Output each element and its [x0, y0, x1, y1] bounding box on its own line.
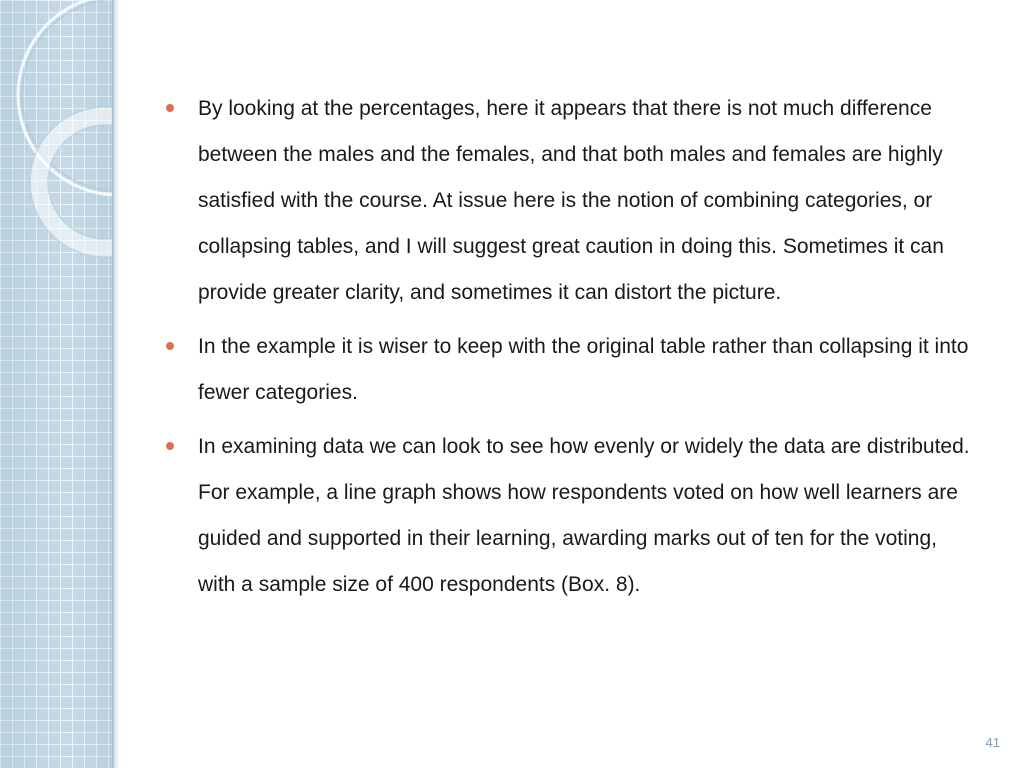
bullet-item [160, 324, 972, 416]
bullet-text: In examining data we can look to see how evenly or widely the data are distributed. For example, a line graph shows how respondents voted on how well learners are guided and supported in their learning, awarding marks out of ten for the voting, with a sample size of 400 respondents (Box. 8). [198, 435, 970, 596]
bullet-list [160, 86, 972, 608]
bullet-dot-icon [166, 104, 174, 112]
decorative-rings [0, 0, 113, 768]
slide-content [160, 86, 972, 616]
bullet-dot-icon [166, 442, 174, 450]
bullet-dot-icon [166, 342, 174, 350]
bullet-text: By looking at the percentages, here it appears that there is not much difference between the males and the females, and that both males and females are highly satisfied with the course. At issue here is the notion of combining categories, or collapsing tables, and I will suggest great caution in doing this. Sometimes it can provide greater clarity, and sometimes it can distort the picture. [198, 97, 944, 304]
bullet-item [160, 86, 972, 316]
bullet-item [160, 424, 972, 608]
bullet-text: In the example it is wiser to keep with the original table rather than collapsing it into fewer categories. [198, 335, 969, 404]
slide-number: 41 [985, 735, 1000, 750]
decorative-grid-panel [0, 0, 113, 768]
